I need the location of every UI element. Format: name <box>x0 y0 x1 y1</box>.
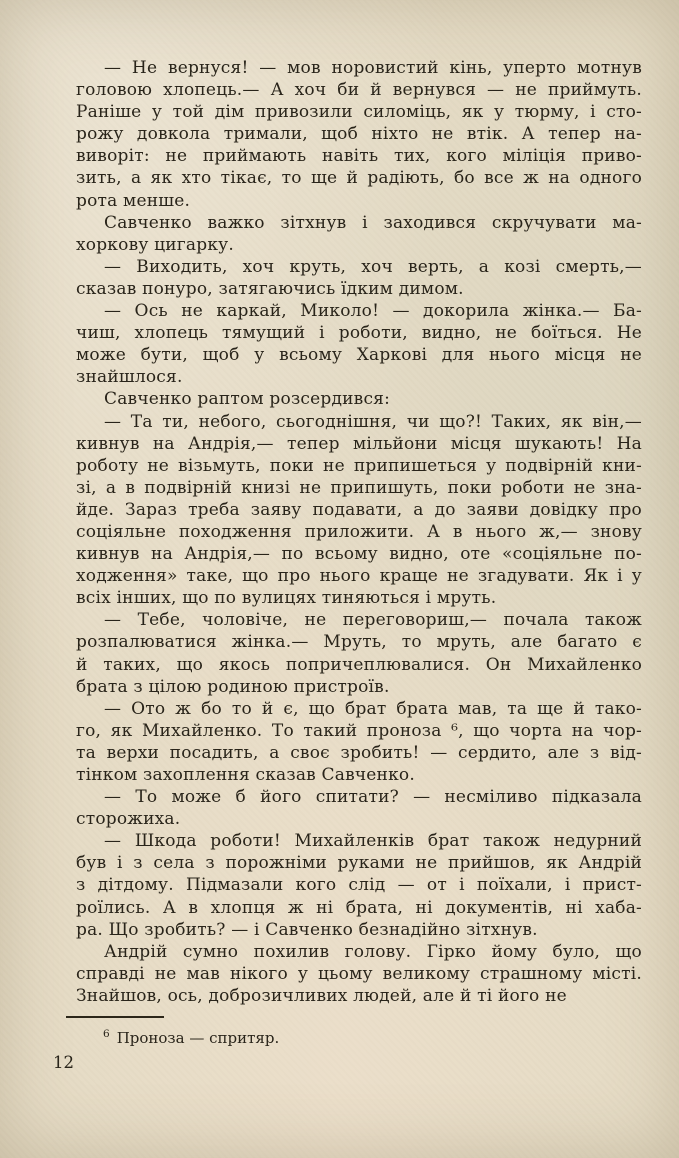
paragraph <box>76 411 642 610</box>
text-line: — Виходить, хоч круть, хоч верть, а козі смерть,— <box>104 256 642 277</box>
paragraph <box>76 786 642 830</box>
paragraph <box>76 256 642 300</box>
footnote <box>76 1024 642 1048</box>
text-line: хоркову цигарку. <box>76 234 234 255</box>
text-line: роїлись. А в хлопця ж ні брата, ні документів, ні хаба- <box>76 897 642 918</box>
text-line: сторожиха. <box>76 809 181 830</box>
paragraph <box>76 698 642 786</box>
text-line: — Шкода роботи! Михайленків брат також недурний <box>104 831 642 852</box>
footnote-separator <box>66 1016 164 1018</box>
text-line: головою хлопець.— А хоч би й вернувся — не приймуть. <box>76 80 642 101</box>
text-line: соціяльне походження приложити. А в нього ж,— знову <box>76 521 642 542</box>
text-block <box>76 57 642 1048</box>
text-line: — Та ти, небого, сьогоднішня, чи що?! Таких, як він,— <box>104 411 642 432</box>
text-line: Савченко раптом розсердився: <box>104 389 391 410</box>
paragraph <box>76 388 642 410</box>
text-line: розпалюватися жінка.— Мруть, то мруть, але багато є <box>76 632 642 653</box>
page-number: 12 <box>53 1053 74 1072</box>
text-line: чиш, хлопець тямущий і роботи, видно, не боїться. Не <box>76 323 642 344</box>
paragraph <box>76 57 642 212</box>
text-line: брата з цілою родиною пристроїв. <box>76 676 390 697</box>
text-line: зить, а як хто тікає, то ще й радіють, бо все ж на одного <box>76 168 642 189</box>
text-line: ходження» таке, що про нього краще не згадувати. Як і у <box>76 566 642 587</box>
text-line: зі, а в подвірній книзі не припишуть, поки роботи не зна- <box>76 477 642 498</box>
paragraph <box>76 941 642 1007</box>
text-line: го, як Михайленко. То такий проноза ⁶, що чорта на чор- <box>76 720 642 741</box>
text-line: — Не вернуся! — мов норовистий кінь, уперто мотнув <box>104 58 642 78</box>
text-line: рота менше. <box>76 190 191 211</box>
text-line: сказав понуро, затягаючись їдким димом. <box>76 278 464 299</box>
text-line: й таких, що якось попричеплювалися. Он Михайленко <box>76 654 642 675</box>
text-line: ра. Що зробить? — і Савченко безнадійно зітхнув. <box>76 919 538 940</box>
text-line: йде. Зараз треба заяву подавати, а до заяви довідку про <box>76 499 642 520</box>
paragraph <box>76 830 642 940</box>
text-line: рожу довкола тримали, щоб ніхто не втік. А тепер на- <box>76 124 642 145</box>
text-line: був і з села з порожніми руками не прийшов, як Андрій <box>76 853 642 874</box>
text-line: роботу не візьмуть, поки не припишеться у подвірній кни- <box>76 455 642 476</box>
text-line: Андрій сумно похилив голову. Гірко йому було, що <box>104 941 642 962</box>
footnote-area <box>76 1016 642 1048</box>
paragraph <box>76 609 642 697</box>
footnote-text: Проноза — спритяр. <box>116 1029 280 1048</box>
text-line: знайшлося. <box>76 367 183 388</box>
text-line: з дітдому. Підмазали кого слід — от і поїхали, і прист- <box>76 875 642 896</box>
text-line: Савченко важко зітхнув і заходився скручувати ма- <box>104 212 642 233</box>
text-line: — Ось не каркай, Миколо! — докорила жінка.— Ба- <box>104 301 642 322</box>
text-line: може бути, щоб у всьому Харкові для нього місця не <box>76 345 642 366</box>
paragraph <box>76 300 642 388</box>
text-line: тінком захоплення сказав Савченко. <box>76 765 415 785</box>
text-line: всіх інших, що по вулицях тиняються і мруть. <box>76 588 497 609</box>
text-line: Знайшов, ось, доброзичливих людей, але й ті його не <box>76 985 567 1006</box>
text-line: та верхи посадить, а своє зробить! — сердито, але з від- <box>76 742 642 763</box>
paragraph <box>76 212 642 256</box>
text-line: — Ото ж бо то й є, що брат брата мав, та ще й тако- <box>104 698 642 719</box>
text-line: справді не мав нікого у цьому великому страшному місті. <box>76 963 642 984</box>
footnote-marker: 6 <box>103 1028 110 1041</box>
text-line: кивнув на Андрія,— тепер мільйони місця шукають! На <box>76 433 642 454</box>
text-line: кивнув на Андрія,— по всьому видно, оте «соціяльне по- <box>76 544 642 565</box>
text-line: виворіт: не приймають навіть тих, кого міліція приво- <box>76 146 642 167</box>
text-line: — То може б його спитати? — несміливо підказала <box>104 787 642 808</box>
text-line: Раніше у той дім привозили силоміць, як у тюрму, і сто- <box>76 102 642 123</box>
text-line: — Тебе, чоловіче, не переговориш,— почала також <box>104 610 642 631</box>
